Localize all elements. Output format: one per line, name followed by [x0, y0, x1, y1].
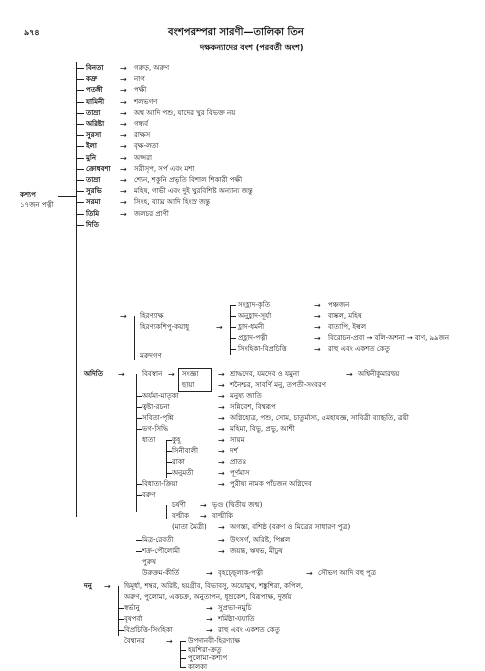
wife-offspring: নাগ	[134, 75, 145, 84]
arrow-icon: →	[120, 176, 127, 185]
branch-line	[76, 202, 84, 203]
danu-sons-line-1: দ্বিমূর্ধা, শম্বর, অরিষ্ট, হয়গ্রীব, বিভাবসু, অয়োমুখ, শঙ্কুশিরা, কপিল,	[124, 582, 304, 590]
aditi-son-name: ভগ-সিদ্ধি	[142, 425, 169, 433]
danu-sons-line-2: অরুণ, পুলোমা, একচক্র, অনুতাপন, ধূম্রকেশ, বিরূপাক্ষ, দুর্জয়	[124, 593, 292, 601]
dhata-son-name: সায়ম	[230, 436, 245, 444]
branch-line	[76, 169, 84, 170]
arrow-icon: →	[120, 64, 127, 73]
branch-line	[180, 650, 186, 651]
arrow-icon: →	[206, 604, 213, 613]
diti-grandson-offspring: পঞ্চজন	[328, 301, 350, 309]
arrow-icon: →	[120, 164, 127, 174]
saubhaga: সৌভগ আদি বহু পুত্র	[318, 569, 377, 577]
diti-grandson-offspring: বিরোচন-প্রবা → বলি-অশনা → বাণ, ৯৯জন	[328, 334, 450, 342]
wife-name: মুনি	[86, 153, 97, 162]
branch-line	[76, 191, 84, 192]
diti-grandson-name: অনুহ্লাদ-সূর্যা	[238, 312, 272, 320]
arrow-icon: →	[218, 381, 225, 390]
ashvini-kumar: অশ্বিনীকুমারদ্বয়	[358, 370, 400, 378]
arrow-icon: →	[206, 615, 213, 624]
arrow-icon: →	[346, 370, 353, 379]
diti-branch-line	[134, 316, 135, 360]
chhaya-children: শনৈশ্চর, সাবর্ণি মনু, তপতী-সংবরণ	[230, 381, 327, 389]
vivasvan: বিবস্বান	[142, 370, 163, 378]
page-title: বংশপরম্পরা সারণী—তালিকা তিন	[168, 27, 304, 38]
wife-offspring: পক্ষী	[134, 86, 147, 95]
branch-line	[76, 214, 84, 215]
aditi-son-offspring: মহিমা, বিভু, প্রভু, আশী	[230, 425, 295, 433]
wife-name: ক্রোধবশা	[86, 164, 111, 173]
branch-line	[76, 124, 84, 125]
dhata-son-name: পূর্ণমাস	[230, 469, 250, 477]
branch-line	[76, 158, 84, 159]
wife-name: ইলা	[86, 142, 97, 151]
aditi-name: অদিতি	[84, 370, 103, 378]
wife-name: তিমি	[86, 209, 100, 218]
page-number: ৯৭৪	[24, 28, 40, 37]
danu-son-offspring: শর্মিষ্ঠা-যযাতি	[218, 615, 255, 623]
arrow-icon: →	[218, 547, 225, 556]
dhata-wife-name: অনুমতী	[172, 469, 194, 477]
branch-line	[230, 327, 236, 328]
arrow-icon: →	[120, 312, 127, 321]
branch-line	[230, 316, 236, 317]
branch-line	[180, 667, 186, 668]
wife-name: সুরসা	[86, 131, 102, 140]
aditi-son-offspring: উৎসর্গ, অরিষ্ট, পিপ্পল	[230, 536, 291, 544]
arrow-icon: →	[314, 345, 321, 354]
varuna-branch-line	[166, 505, 167, 519]
maitri-mother: (মাতা মৈত্রী)	[172, 523, 207, 531]
branch-line	[76, 225, 84, 226]
branch-line	[76, 90, 84, 91]
arrow-icon: →	[216, 323, 223, 332]
wife-name: তাম্রা	[86, 176, 101, 184]
arrow-icon: →	[218, 436, 225, 445]
valmika: বল্মীক	[172, 512, 189, 520]
brihachchhloka: বৃহচ্ছ্লোক-পত্নী	[218, 569, 263, 577]
wife-offspring: মহিষ, গাভী এবং দুই খুরবিশিষ্ট অন্যান্য জন্তু	[134, 187, 253, 196]
aditi-son-offspring: পুরীষ্য নামক পাঁচজন অগ্নিদেব	[230, 480, 312, 488]
danu-sons-line	[118, 586, 119, 636]
danu-son-name: স্বর্ভানু	[124, 604, 140, 612]
page-subtitle: দক্ষকন্যাদের বংশ (পরবর্তী অংশ)	[200, 43, 304, 52]
arrow-icon: →	[120, 131, 127, 141]
wife-name: সরমা	[86, 198, 101, 207]
wife-offspring: শ্যেন, শকুনি প্রভৃতি বিশাল শিকারী পক্ষী	[134, 176, 243, 184]
hiranyakashipu-sons-line	[230, 305, 231, 355]
branch-line	[230, 305, 236, 306]
arrow-icon: →	[104, 582, 111, 591]
dhata-son-name: দর্শ	[230, 447, 238, 455]
diti-grandson-offspring: বাষ্কল, মহিষ	[328, 312, 362, 320]
wife-offspring: সিংহ, ব্যাঘ্র আদি হিংস্র জন্তু	[134, 198, 211, 207]
aditi-son-name: শক্র-পৌলোমী	[142, 547, 181, 555]
arrow-icon: →	[218, 392, 225, 401]
arrow-icon: →	[218, 469, 225, 478]
arrow-icon: →	[166, 637, 173, 646]
branch-line	[76, 79, 84, 80]
aditi-son-name: অর্যমা-মাতৃকা	[142, 392, 179, 400]
arrow-icon: →	[120, 120, 127, 129]
diti-grandson-name: প্রহ্লাদ-পত্নী	[238, 334, 268, 342]
aditi-son-name: সবিতা-পৃশ্নি	[142, 414, 174, 422]
agastya-vashishtha: অগস্ত্য, বশিষ্ঠ (বরুণ ও মিত্রের সাধারণ পুত্র)	[230, 523, 351, 531]
aditi-son-offspring: অগ্নিহোত্র, পশু, সোম, চাতুর্মাস্য, ৫মহাযজ্ঞ, সাবিত্রী ব্যাহৃতি, ত্রয়ী	[230, 414, 409, 422]
branch-line	[230, 338, 236, 339]
vaishvanara: বৈশ্বানর	[124, 637, 145, 645]
arrow-icon: →	[314, 312, 321, 321]
danu-son-offspring: রাহু এবং একশত কেতু	[218, 626, 280, 634]
branch-line	[76, 180, 84, 181]
wife-offspring: বৃক্ষ-লতা	[134, 142, 159, 151]
branch-line	[180, 658, 186, 659]
wife-name: সুরভি	[86, 187, 102, 196]
danu-son-name: বৃষপর্বা	[124, 615, 143, 623]
arrow-icon: →	[200, 512, 207, 521]
aditi-son-offspring: জয়ন্ত, ঋষভ, মীঢুষ	[230, 547, 283, 555]
wife-offspring: অশ্ব আদি পশু, যাদের খুর বিভক্ত নয়	[134, 108, 236, 117]
vaishvanara-daughter: কালকা	[188, 662, 208, 671]
arrow-icon: →	[200, 501, 207, 510]
chhaya: ছায়া	[182, 381, 195, 389]
arrow-icon: →	[218, 414, 225, 423]
arrow-icon: →	[218, 480, 225, 489]
wife-name: অরিষ্টা	[86, 120, 105, 128]
vaishvanara-daughter: হয়শিরা-ক্রতু	[188, 645, 222, 654]
diti-grandson-name: সংহ্লাদ-কৃতি	[238, 301, 270, 309]
aditi-son-name: ত্বষ্টা-রচনা	[142, 403, 170, 411]
diti-grandson-name: সিংহিকা-বিপ্রচিত্তি	[238, 345, 287, 353]
wife-offspring: সরীসৃপ, সর্প এবং মশা	[134, 164, 195, 173]
arrow-icon: →	[120, 187, 127, 197]
diti-son-hiranyaksha: হিরণ্যাক্ষ	[140, 312, 164, 320]
aditi-son-offspring: মনুষ্য জাতি	[230, 392, 262, 400]
arrow-icon: →	[120, 108, 127, 118]
arrow-icon: →	[218, 458, 225, 467]
wife-offspring: গরুড়, অরুণ	[134, 64, 170, 72]
main-trunk-line	[76, 62, 77, 517]
aditi-son-name: মিত্র-রেবতী	[142, 536, 174, 544]
branch-line	[76, 102, 84, 103]
arrow-icon: →	[314, 334, 321, 343]
wife-name: পতঙ্গী	[86, 86, 103, 95]
arrow-icon: →	[120, 142, 127, 152]
arrow-icon: →	[218, 536, 225, 545]
root-connector-line	[58, 196, 76, 197]
aditi-son-name: বরুণ	[142, 491, 156, 499]
arrow-icon: →	[206, 569, 213, 578]
arrow-icon: →	[120, 198, 127, 208]
arrow-icon: →	[306, 569, 313, 578]
arrow-icon: →	[314, 301, 321, 310]
dhata-wife-name: রাকা	[172, 458, 185, 466]
wife-name: বিনতা	[86, 64, 104, 72]
branch-line	[230, 349, 236, 350]
arrow-icon: →	[118, 370, 125, 379]
vaishvanara-daughter: উপদানবী-হিরণ্যাক্ষ	[188, 637, 241, 645]
wife-name: দিতি	[86, 220, 99, 229]
arrow-icon: →	[314, 323, 321, 332]
aditi-son-name: বিধাতা-ক্রিয়া	[142, 480, 178, 488]
danu-son-offspring: সুপ্রভা-নমুচি	[218, 604, 252, 612]
arrow-icon: →	[120, 209, 127, 219]
arrow-icon: →	[218, 447, 225, 456]
sangya: সংজ্ঞা	[182, 370, 199, 378]
aditi-sons-line	[136, 374, 137, 512]
arrow-icon: →	[218, 370, 225, 379]
dhata-wife-name: সিনীবালী	[172, 447, 198, 455]
arrow-icon: →	[120, 97, 127, 107]
vaishvanara-daughter: পুলোমা-কশ্যপ	[188, 654, 228, 662]
valmiki: বাল্মীকি	[212, 512, 234, 520]
dhata-son-name: প্রাতঃ	[230, 458, 247, 466]
dhata-wife-name: কুহূ	[172, 436, 181, 444]
wife-name: কদ্রু	[86, 75, 98, 84]
root-wives-count: ১৭জন পত্নী	[20, 201, 54, 209]
varuna-wife: চর্ষণী	[172, 501, 186, 509]
arrow-icon: →	[120, 153, 127, 163]
danu-name: দনু	[84, 582, 92, 590]
arrow-icon: →	[218, 523, 225, 532]
sangya-children: শ্রাদ্ধদেব, যমদেব ও যমুনা	[230, 370, 300, 378]
arrow-icon: →	[168, 370, 175, 379]
branch-line	[76, 113, 84, 114]
arrow-icon: →	[218, 425, 225, 434]
branch-line	[180, 641, 186, 642]
vaishvanara-children-line	[180, 641, 181, 667]
diti-grandson-offspring: রাহু এবং একশত কেতু	[328, 345, 390, 353]
wife-offspring: রাক্ষস	[134, 131, 151, 140]
arrow-icon: →	[120, 86, 127, 96]
arrow-icon: →	[120, 75, 127, 85]
wife-offspring: গন্ধর্ব	[134, 120, 149, 128]
arrow-icon: →	[206, 626, 213, 635]
purusha: পুরুষ	[142, 558, 156, 566]
urukrama: উরুক্রম-কীর্তি	[142, 569, 180, 577]
wife-offspring: জলচর প্রাণী	[134, 209, 169, 218]
wife-name: তাম্রা	[86, 108, 101, 117]
diti-marudgana: মরুদগণ	[140, 352, 162, 360]
branch-line	[76, 146, 84, 147]
diti-son-hiranyakashipu: হিরণ্যকশিপু-কয়াধু	[140, 323, 190, 331]
wife-offspring: শলভগণ	[134, 97, 158, 106]
arrow-icon: →	[218, 403, 225, 412]
branch-line	[76, 135, 84, 136]
bhrigu: ভৃগু (দ্বিতীয় জন্ম)	[212, 501, 263, 509]
dhata: ধাতা	[142, 436, 156, 444]
wife-offspring: অপ্সরা	[134, 153, 153, 162]
wife-name: যামিনী	[86, 97, 105, 106]
danu-son-name: বিপ্রচিত্তি-সিংহিকা	[124, 626, 173, 634]
branch-line	[76, 68, 84, 69]
aditi-son-offspring: সন্নিবেশ, বিশ্বরূপ	[230, 403, 276, 411]
root-name: কশ্যপ	[20, 191, 36, 199]
diti-grandson-name: হ্লাদ-ধমনী	[238, 323, 265, 331]
diti-grandson-offspring: বাতাপি, ইল্বল	[328, 323, 367, 331]
